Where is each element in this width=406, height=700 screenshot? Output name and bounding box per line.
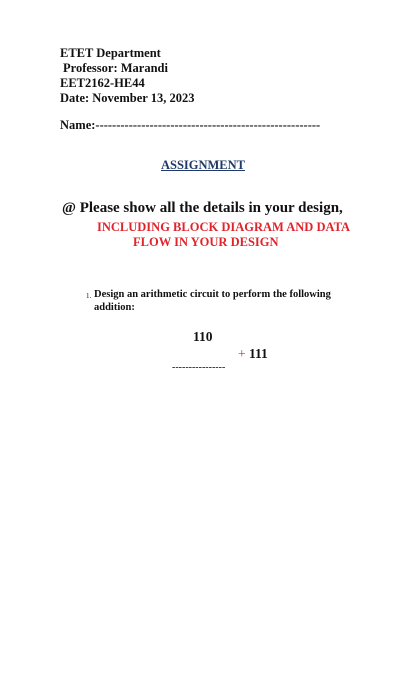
plus-sign: +	[238, 346, 246, 361]
addend-second: 111	[249, 346, 268, 361]
department-label: ETET Department	[60, 46, 161, 60]
addend-first: 110	[193, 329, 213, 344]
instruction-emphasis-line2: FLOW IN YOUR DESIGN	[133, 235, 279, 249]
course-code-label: EET2162-HE44	[60, 76, 145, 90]
addend-second-row	[238, 346, 268, 362]
question-number: 1.	[86, 292, 92, 300]
instruction-main: @ Please show all the details in your design,	[62, 200, 343, 216]
instruction-emphasis-line1: INCLUDING BLOCK DIAGRAM AND DATA	[97, 220, 351, 234]
assignment-title: ASSIGNMENT	[160, 158, 246, 172]
date-label: Date: November 13, 2023	[60, 91, 195, 105]
question-text-line1: Design an arithmetic circuit to perform the following	[94, 289, 331, 300]
name-line: Name:------------------------------------------------------	[60, 118, 321, 132]
question-text-line2: addition:	[94, 302, 135, 313]
professor-label: Professor: Marandi	[63, 61, 168, 75]
sum-divider-line: ----------------	[172, 362, 226, 373]
